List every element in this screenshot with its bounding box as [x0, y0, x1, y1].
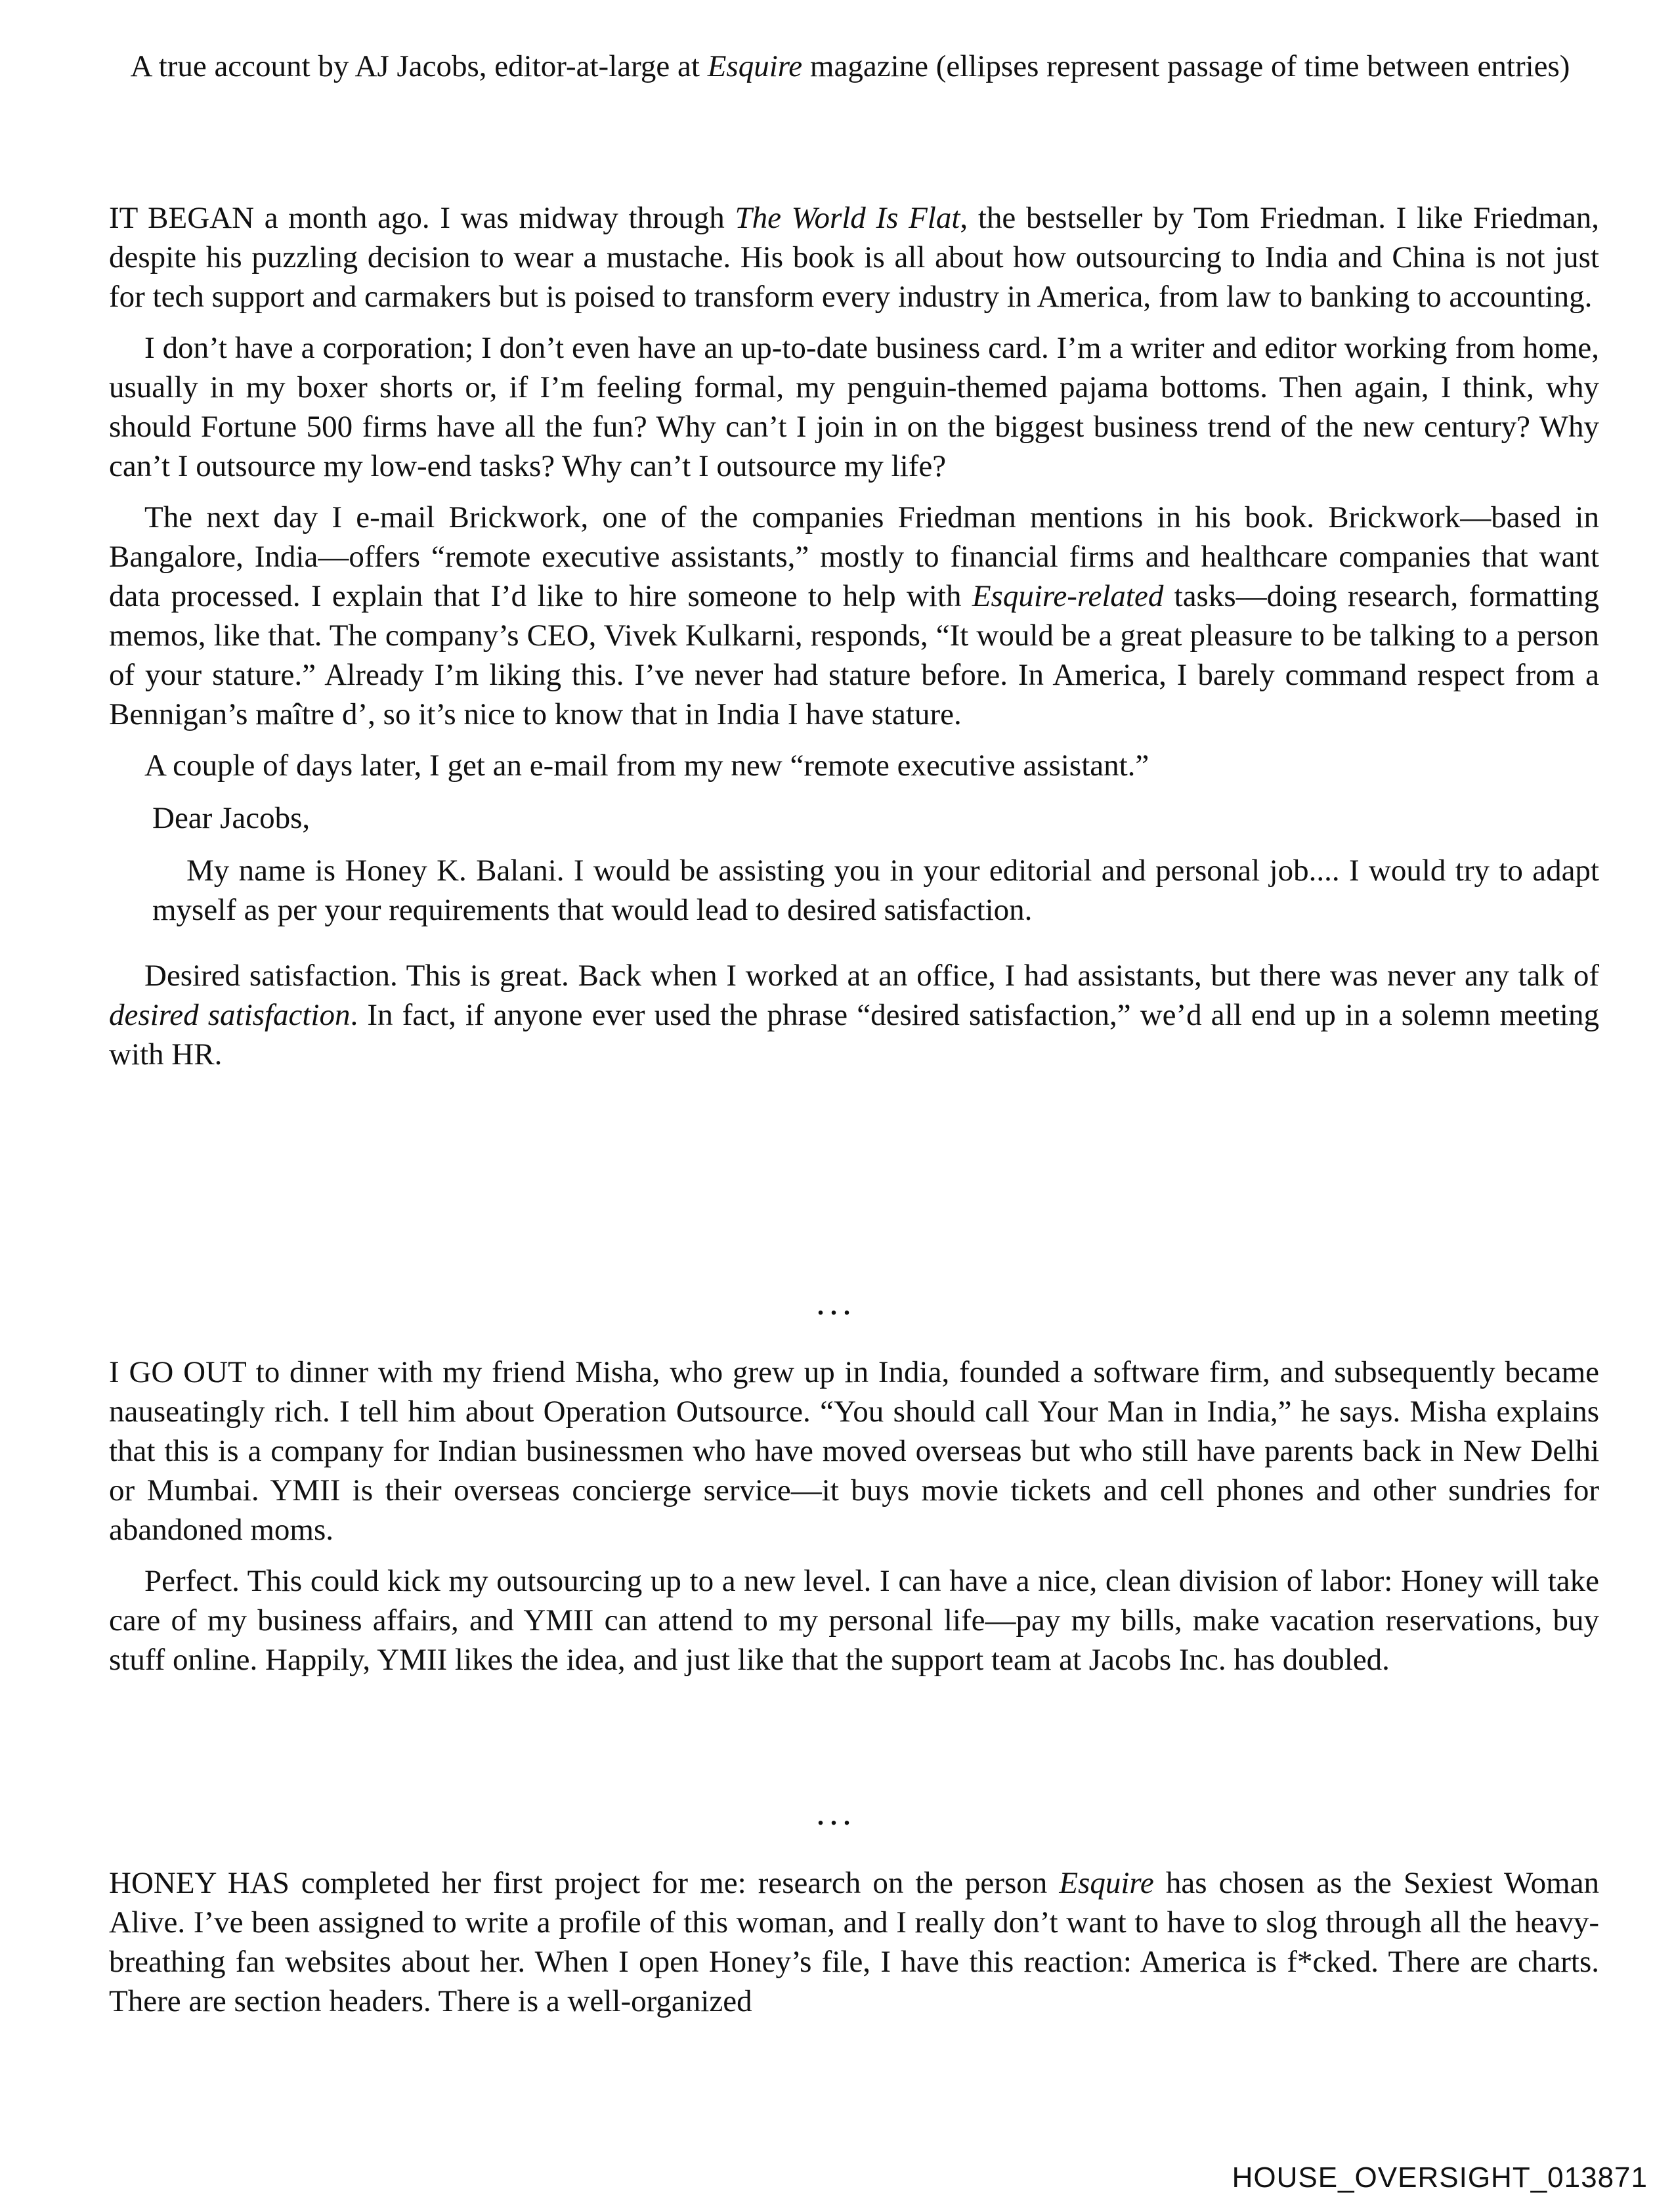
- paragraph: HONEY HAS completed her first project for me: research on the person Esquire has chosen as the Sexiest Woman Alive. I’ve been assigned to write a profile of this woman, and I really don’t want to have to slog through all the heavy-breathing fan websites about her. When I open Honey’s file, I have this reaction: America is f*cked. There are charts. There are section headers. There is a well-organized: [109, 1866, 1599, 2018]
- paragraph: The next day I e-mail Brickwork, one of the companies Friedman mentions in his book. Brickwork—based in Bangalore, India—offers “remote executive assistants,” mostly to financial firms and healthcare companies that want data processed. I explain that I’d like to hire someone to help with Esquire-related tasks—doing research, formatting memos, like that. The company’s CEO, Vivek Kulkarni, responds, “It would be a great pleasure to be talking to a person of your stature.” Already I’m liking this. I’ve never had stature before. In America, I barely command respect from a Bennigan’s maître d’, so it’s nice to know that in India I have stature.: [109, 500, 1599, 731]
- section-three: [109, 1863, 1599, 2021]
- section-separator: ...: [817, 1801, 857, 1831]
- section-one: [109, 198, 1599, 1074]
- paragraph: I GO OUT to dinner with my friend Misha, who grew up in India, founded a software firm, and subsequently became nauseatingly rich. I tell him about Operation Outsource. “You should call Your Man in India,” he says. Misha explains that this is a company for Indian businessmen who have moved overseas but who still have parents back in New Delhi or Mumbai. YMII is their overseas concierge service—it buys movie tickets and cell phones and other sundries for abandoned moms.: [109, 1355, 1599, 1547]
- section-separator: ...: [817, 1291, 857, 1320]
- paragraph: I don’t have a corporation; I don’t even have an up-to-date business card. I’m a writer and editor working from home, usually in my boxer shorts or, if I’m feeling formal, my penguin-themed pajama bottoms. Then again, I think, why should Fortune 500 firms have all the fun? Why can’t I join in on the biggest business trend of the new century? Why can’t I outsource my low-end tasks? Why can’t I outsource my life?: [109, 331, 1599, 483]
- paragraph: Perfect. This could kick my outsourcing up to a new level. I can have a nice, clean division of labor: Honey will take care of my business affairs, and YMII can attend to my personal life—pay my bills, make vacation reservations, buy stuff online. Happily, YMII likes the idea, and just like that the support team at Jacobs Inc. has doubled.: [109, 1564, 1599, 1677]
- bates-stamp: HOUSE_OVERSIGHT_013871: [1232, 2161, 1648, 2194]
- letter-body: My name is Honey K. Balani. I would be assisting you in your editorial and personal job.... I would try to adapt myself as per your requirements that would lead to desired satisfaction.: [152, 854, 1599, 927]
- paragraph: IT BEGAN a month ago. I was midway through The World Is Flat, the bestseller by Tom Friedman. I like Friedman, despite his puzzling decision to wear a mustache. His book is all about how outsourcing to India and China is not just for tech support and carmakers but is poised to transform every industry in America, from law to banking to accounting.: [109, 201, 1600, 314]
- paragraph: Desired satisfaction. This is great. Back when I worked at an office, I had assistants, but there was never any talk of desired satisfaction. In fact, if anyone ever used the phrase “desired satisfaction,” we’d all end up in a solemn meeting with HR.: [109, 959, 1599, 1072]
- letter-salutation: Dear Jacobs,: [152, 801, 311, 835]
- section-two: [109, 1353, 1599, 1680]
- article-subtitle: A true account by AJ Jacobs, editor-at-large at Esquire magazine (ellipses represent passage of time between entries): [130, 49, 1570, 83]
- paragraph: A couple of days later, I get an e-mail from my new “remote executive assistant.”: [144, 748, 1149, 783]
